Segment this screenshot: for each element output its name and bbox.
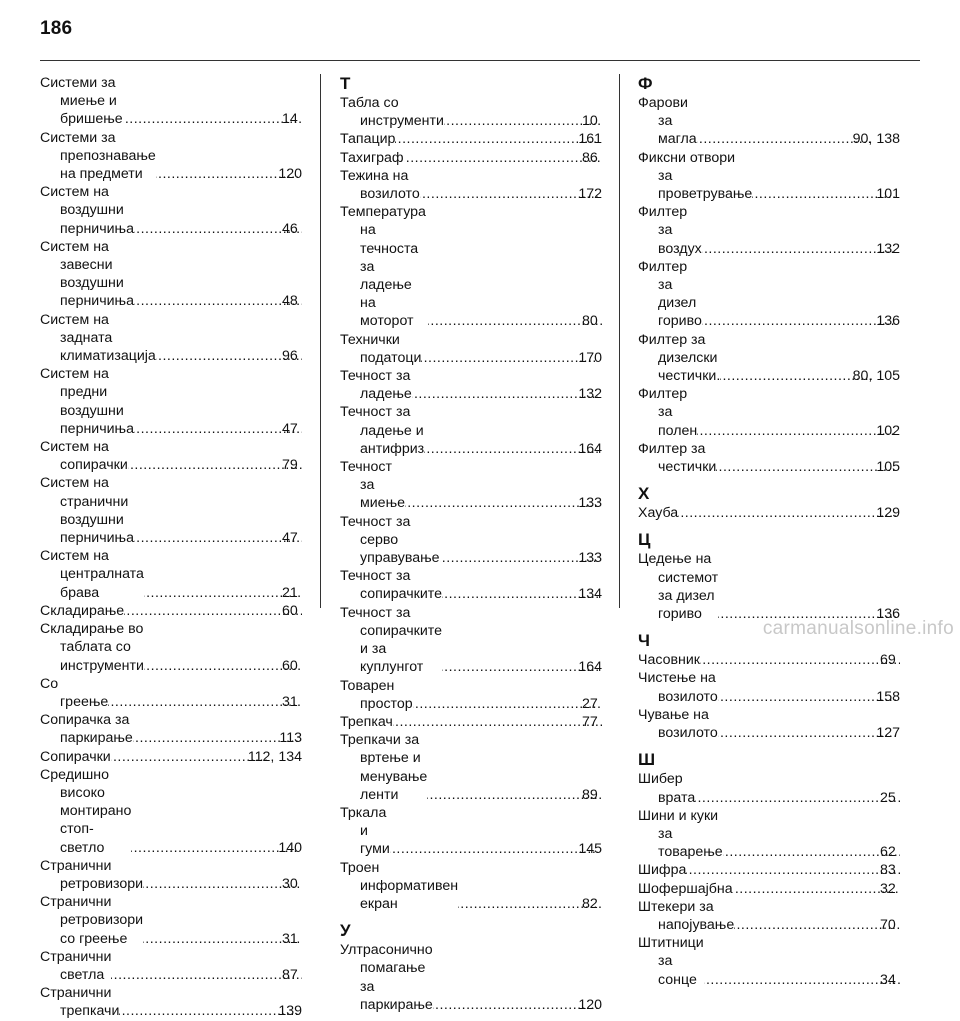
dot-leader: [111, 748, 268, 766]
dot-leader: [695, 789, 900, 807]
index-entry: Температура на течноста за ладење на моторот ..... 80: [340, 203, 602, 330]
index-entry: Складирање ..... 60: [40, 602, 302, 620]
entry-label: Системи за препознавање на предмети: [40, 129, 156, 183]
index-entry: Систем на задната климатизација ..... 96: [40, 311, 302, 366]
index-entry: Штекери за напојување ..... 70: [638, 898, 900, 934]
entry-label: Филтер за дизел гориво: [638, 258, 702, 330]
entry-label: Сопирачки: [40, 748, 111, 765]
dot-leader: [143, 875, 302, 893]
entry-page: 140: [278, 839, 302, 856]
entry-page: 133: [578, 550, 602, 567]
watermark: carmanualsonline.info: [762, 618, 954, 639]
dot-leader: [442, 658, 598, 676]
dot-leader: [134, 292, 302, 310]
entry-page: 113: [279, 730, 302, 747]
section-letter: Ч: [638, 631, 650, 651]
section-letter: Ф: [638, 74, 653, 93]
entry-label: Фиксни отвори за проветрување: [638, 149, 753, 203]
index-entry: Трепкач ..... 77: [340, 713, 602, 731]
index-column-2: [340, 74, 602, 1014]
index-entry: Систем на сопирачки ..... 79: [40, 438, 302, 474]
dot-leader: [440, 549, 599, 567]
entry-page: 133: [578, 495, 602, 512]
index-entry: [638, 331, 900, 386]
index-entry: Странични ретровизори со греење ..... 31: [40, 893, 302, 948]
entry-page: 164: [578, 659, 602, 676]
entry-label: Систем на централната брава: [40, 548, 144, 601]
dot-leader: [716, 458, 896, 476]
dot-leader: [433, 996, 599, 1014]
dot-leader: [720, 367, 872, 385]
index-entry: [340, 331, 602, 367]
index-entry: [340, 167, 602, 203]
index-entry: [40, 129, 302, 184]
index-entry: [638, 504, 900, 522]
dot-leader: [134, 220, 302, 238]
index-entry: [340, 130, 602, 148]
dot-leader: [390, 840, 599, 858]
index-entry: Систем на странични воздушни перничиња ..... 47: [40, 474, 302, 547]
entry-label: Цедење на системот за дизел гориво: [638, 551, 719, 623]
index-entry: [638, 385, 900, 440]
entry-label: Филтер за честички: [638, 440, 717, 476]
dot-leader: [123, 110, 302, 128]
entry-label: Течност за сопирачките: [340, 568, 442, 603]
entry-label: Складирање во таблата со инструменти: [40, 621, 144, 674]
entry-label: Течност за серво управување: [340, 513, 440, 567]
entry-label: Шибер врата: [638, 771, 696, 806]
entry-page: 136: [876, 313, 900, 330]
entry-label: Течност за ладење: [340, 368, 412, 403]
entry-label: Трепкачи за вртење и менување ленти: [340, 732, 428, 803]
index-entry: [340, 458, 602, 513]
index-entry: Систем на централната брава ..... 21: [40, 547, 302, 602]
entry-label: Системи за миење и бришење: [40, 75, 123, 128]
dot-leader: [111, 966, 302, 984]
entry-page: 90, 138: [852, 131, 900, 148]
entry-label: Систем на предни воздушни перничиња: [40, 366, 134, 437]
dot-leader: [156, 347, 302, 365]
entry-page: 120: [278, 166, 302, 183]
entry-label: Хауба: [638, 505, 679, 522]
dot-leader: [143, 930, 302, 948]
index-entry: Складирање во таблата со инструменти ..... 60: [40, 620, 302, 675]
dot-leader: [723, 843, 900, 861]
index-entry: Шифра ..... 83: [638, 861, 900, 879]
dot-leader: [412, 385, 599, 403]
dot-leader: [458, 895, 602, 913]
section-letter: У: [340, 921, 351, 941]
index-entry: [638, 258, 900, 331]
entry-label: Шини и куки за товарење: [638, 807, 723, 861]
dot-leader: [156, 165, 299, 183]
entry-label: Средишно високо монтирано стоп-светло: [40, 766, 132, 856]
entry-page: 158: [876, 688, 900, 705]
entry-page: 132: [876, 240, 900, 257]
index-entry: Шофершајбна ..... 32: [638, 880, 900, 898]
entry-label: Тахиграф: [340, 149, 404, 166]
dot-leader: [704, 971, 900, 989]
entry-page: 127: [876, 725, 900, 742]
entry-page: 161: [578, 131, 602, 148]
dot-leader: [697, 130, 873, 148]
entry-page: 170: [578, 349, 602, 366]
index-entry: Системи за миење и бришење ..... 14: [40, 74, 302, 129]
index-entry: Тахиграф ..... 86: [340, 149, 602, 167]
entry-label: Фарови за магла: [638, 95, 697, 148]
section-letter: Ц: [638, 530, 651, 550]
index-entry: [638, 669, 900, 705]
dot-leader: [395, 130, 598, 148]
entry-label: Чистење на возилото: [638, 670, 718, 705]
entry-label: Товарен простор: [340, 677, 413, 712]
index-entry: Систем на завесни воздушни перничиња ..... 48: [40, 238, 302, 311]
entry-page: 134: [578, 586, 602, 603]
dot-leader: [700, 651, 900, 669]
column-divider: [320, 74, 321, 608]
entry-label: Филтер за дизелски честички.: [638, 331, 721, 385]
entry-label: Систем на завесни воздушни перничиња: [40, 238, 134, 310]
dot-leader: [119, 1002, 298, 1020]
entry-label: Троен информативен екран: [340, 859, 459, 912]
index-entry: [340, 567, 602, 603]
entry-page: 112, 134: [247, 748, 302, 765]
dot-leader: [678, 504, 896, 522]
index-entry: Систем на предни воздушни перничиња ..... 47: [40, 365, 302, 438]
entry-page: 132: [578, 386, 602, 403]
entry-label: Штитници за сонце: [638, 935, 704, 988]
entry-page: 80, 105: [852, 368, 900, 385]
dot-leader: [752, 185, 896, 203]
entry-label: Технички податоци: [340, 331, 422, 366]
dot-leader: [734, 916, 900, 934]
dot-leader: [428, 312, 602, 330]
index-entry: [340, 513, 602, 568]
entry-label: Табла со инструменти: [340, 95, 444, 130]
entry-label: Штекери за напојување: [638, 898, 735, 933]
entry-label: Со греење: [40, 675, 109, 710]
dot-leader: [393, 713, 602, 731]
index-entry: [340, 604, 602, 677]
entry-label: Трепкач: [340, 713, 393, 730]
entry-label: Тапацир: [340, 131, 396, 148]
dot-leader: [420, 185, 599, 203]
dot-leader: [733, 880, 900, 898]
dot-leader: [702, 312, 896, 330]
index-entry: [638, 203, 900, 258]
index-entry: Систем на воздушни перничиња ..... 46: [40, 183, 302, 238]
entry-page: 120: [578, 996, 602, 1013]
dot-leader: [134, 420, 302, 438]
entry-label: Ултрасонично помагање за паркирање: [340, 942, 433, 1013]
dot-leader: [134, 529, 302, 547]
column-divider: [619, 74, 620, 608]
dot-leader: [133, 729, 300, 747]
index-entry: [340, 804, 602, 859]
section-letter: Х: [638, 484, 650, 504]
index-entry: Табла со инструменти ..... 10: [340, 94, 602, 130]
entry-label: Тежина на возилото: [340, 167, 420, 203]
entry-page: 145: [578, 841, 602, 858]
index-entry: [340, 367, 602, 403]
entry-page: 139: [278, 1003, 302, 1020]
entry-label: Странични трепкачи: [40, 985, 120, 1020]
entry-page: 136: [876, 606, 900, 623]
entry-page: 102: [876, 422, 900, 439]
entry-label: Систем на сопирачки: [40, 439, 128, 474]
page-number: 186: [40, 18, 73, 39]
index-entry: [638, 706, 900, 742]
index-column-3: [638, 74, 900, 989]
index-entry: Странични ретровизори ..... 30: [40, 857, 302, 893]
dot-leader: [421, 349, 598, 367]
dot-leader: [424, 440, 598, 458]
index-entry: [340, 403, 602, 458]
index-entry: [40, 766, 302, 857]
index-entry: Шини и куки за товарење ..... 62: [638, 807, 900, 862]
header-rule: [40, 60, 920, 61]
dot-leader: [686, 861, 900, 879]
dot-leader: [427, 786, 602, 804]
index-entry: Странични светла ..... 87: [40, 948, 302, 984]
dot-leader: [442, 585, 598, 603]
index-entry: [638, 440, 900, 476]
dot-leader: [108, 693, 302, 711]
entry-label: Сопирачка за паркирање: [40, 712, 133, 747]
dot-leader: [144, 657, 302, 675]
dot-leader: [413, 695, 602, 713]
dot-leader: [404, 149, 602, 167]
section-letter: Т: [340, 74, 351, 93]
index-entry: Троен информативен екран ..... 82: [340, 859, 602, 914]
index-entry: Со греење ..... 31: [40, 675, 302, 711]
dot-leader: [718, 688, 897, 706]
entry-label: Филтер за полен: [638, 386, 698, 439]
index-entry: [638, 550, 900, 623]
index-entry: [638, 94, 900, 149]
dot-leader: [718, 724, 897, 742]
entry-label: Филтер за воздух: [638, 204, 702, 257]
index-entry: Товарен простор ..... 27: [340, 677, 602, 713]
entry-page: 129: [876, 505, 900, 522]
dot-leader: [124, 602, 302, 620]
entry-page: 164: [578, 440, 602, 457]
index-entry: [40, 711, 302, 747]
index-entry: [340, 941, 602, 1014]
entry-page: 105: [876, 459, 900, 476]
index-entry: Трепкачи за вртење и менување ленти ..... 89: [340, 731, 602, 804]
dot-leader: [405, 494, 598, 512]
entry-label: Температура на течноста за ладење на моторот: [340, 204, 426, 330]
entry-label: Странични ретровизори: [40, 857, 144, 892]
entry-label: Систем на задната климатизација: [40, 311, 156, 365]
dot-leader: [128, 456, 302, 474]
index-entry: [40, 748, 302, 766]
entry-label: Систем на странични воздушни перничиња: [40, 475, 134, 547]
entry-label: Систем на воздушни перничиња: [40, 184, 134, 237]
entry-label: Странични светла: [40, 948, 112, 983]
index-entry: Шибер врата ..... 25: [638, 770, 900, 806]
index-entry: Штитници за сонце ..... 34: [638, 934, 900, 989]
dot-leader: [702, 240, 897, 258]
index-column-1: [40, 74, 302, 1021]
entry-label: Часовник: [638, 652, 700, 669]
entry-label: Чување на возилото: [638, 706, 718, 742]
entry-label: Складирање: [40, 602, 125, 619]
entry-label: Шифра: [638, 862, 687, 879]
index-entry: Часовник ..... 69: [638, 651, 900, 669]
entry-label: Течност за ладење и антифриз: [340, 404, 425, 457]
entry-label: Шофершајбна: [638, 880, 733, 897]
section-letter: Ш: [638, 750, 656, 770]
entry-label: Течност за сопирачките и за куплунгот: [340, 604, 442, 676]
dot-leader: [131, 839, 298, 857]
dot-leader: [697, 422, 896, 440]
entry-label: Странични ретровизори со греење: [40, 894, 144, 947]
dot-leader: [144, 584, 302, 602]
entry-label: Течност за миење: [340, 459, 405, 512]
entry-label: Тркала и гуми: [340, 804, 390, 858]
index-entry: [40, 984, 302, 1020]
entry-page: 172: [578, 186, 602, 203]
entry-page: 101: [876, 186, 900, 203]
dot-leader: [444, 112, 602, 130]
index-entry: [638, 149, 900, 204]
